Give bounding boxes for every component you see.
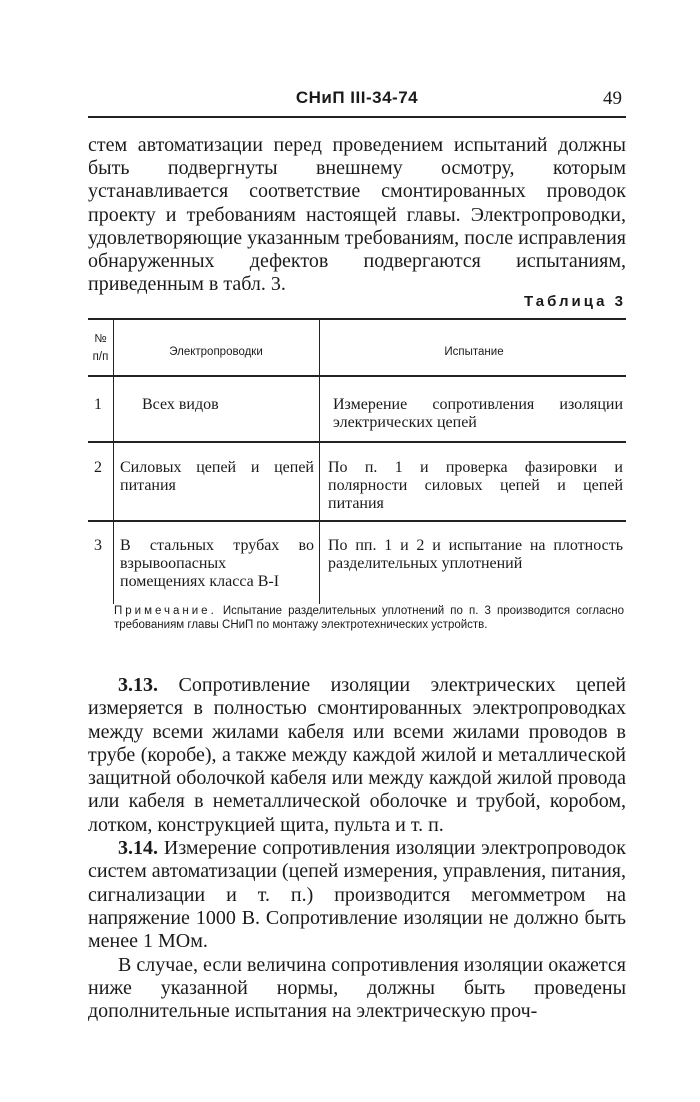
table-note <box>114 605 624 632</box>
section-text: Сопротивление изоляции электрических цепей измеряется в полностью смонтированных электропроводках между всеми жилами кабеля или всеми жилами проводов в трубе (коробе), а также между каждой жилой и металлической защитной оболочкой кабеля или между каждой жилой провода или кабеля в неметаллической оболочке и трубой, коробом, лотком, конструкцией щита, пульта и т. п. <box>88 674 626 836</box>
row-2-wiring: Силовых цепей и цепей питания <box>120 459 314 494</box>
note-label: Примечание. <box>114 605 217 617</box>
section-paragraph <box>88 674 626 837</box>
header-num: № п/п <box>92 333 109 363</box>
section-number: 3.13. <box>118 674 158 696</box>
page-header <box>88 88 626 114</box>
row-1-wiring: Всех видов <box>142 396 219 413</box>
row-1-test: Измерение сопротивления изоляции электрических цепей <box>333 396 623 431</box>
document-code: СНиП III-34-74 <box>295 88 419 107</box>
header-rule <box>88 116 626 118</box>
table-top-rule <box>88 318 626 320</box>
page-number: 49 <box>603 88 622 109</box>
header-wiring: Электропроводки <box>169 346 263 358</box>
header-test: Испытание <box>444 346 504 358</box>
body-text <box>88 674 626 1023</box>
note-text: Испытание разделительных уплотнений по п. 3 производится согласно требованиям главы СНиП по монтажу электротехнических устройств. <box>114 605 624 631</box>
section-number: 3.14. <box>118 837 158 860</box>
row-3-test: По пп. 1 и 2 и испытание на плотность разделительных уплотнений <box>328 537 623 572</box>
table-caption: Таблица 3 <box>523 293 626 310</box>
table-col-rule <box>319 318 320 604</box>
section-text: В случае, если величина сопротивления изоляции окажется ниже указанной нормы, должны быть проведены дополнительные испытания на электрическую проч- <box>88 953 626 1023</box>
table-row-rule <box>88 520 626 522</box>
row-3-wiring: В стальных трубах во взрывоопасных помещениях класса В-I <box>120 537 314 590</box>
row-1-num: 1 <box>94 396 102 413</box>
section-paragraph <box>88 954 626 1024</box>
section-paragraph <box>88 837 626 953</box>
table-header-rule <box>88 375 626 377</box>
table-col-rule <box>113 318 114 604</box>
table-row-rule <box>88 441 626 443</box>
table-3 <box>88 318 626 604</box>
intro-paragraph: стем автоматизации перед проведением испытаний должны быть подвергнуты внешнему осмотру, которым устанавливается соответствие смонтированных проводок проекту и требованиям настоящей главы. Электропроводки, удовлетворяющие указанным требованиям, после исправления обнаруженных дефектов подвергаются испытаниям, приведенным в табл. 3. <box>88 134 626 296</box>
row-2-test: По п. 1 и проверка фазировки и полярности силовых цепей и цепей питания <box>328 459 623 512</box>
row-3-num: 3 <box>94 537 102 554</box>
section-text: Измерение сопротивления изоляции электропроводок систем автоматизации (цепей измерения, управления, питания, сигнализации и т. п.) производится мегомметром на напряжение 1000 В. Сопротивление изоляции не должно быть менее 1 МОм. <box>88 837 626 953</box>
row-2-num: 2 <box>94 459 102 476</box>
